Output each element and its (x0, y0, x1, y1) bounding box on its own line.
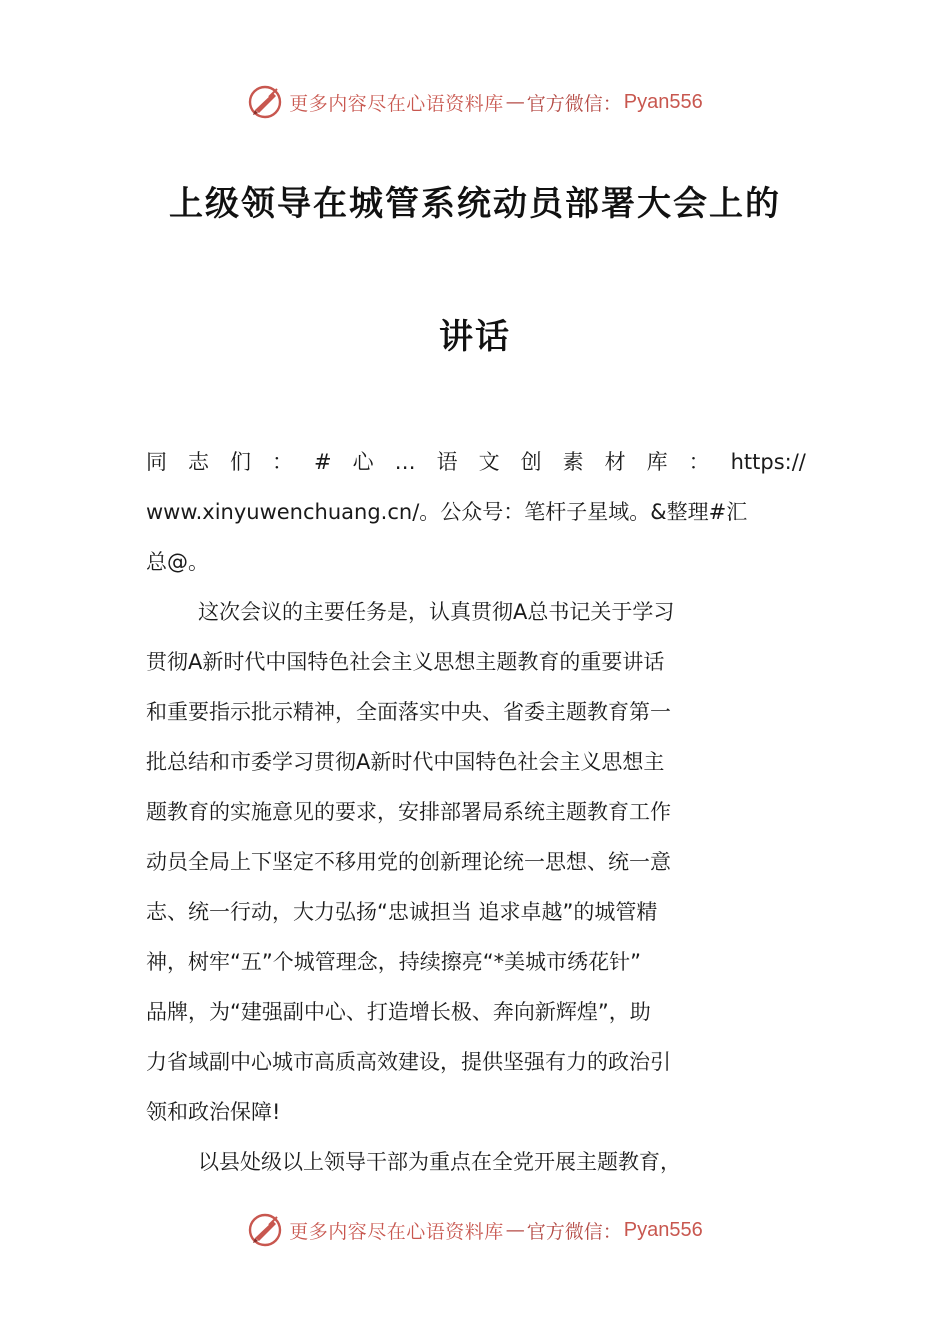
paragraph-1-line: 题教育的实施意见的要求，安排部署局系统主题教育工作 (146, 800, 671, 824)
banner-dash: — (505, 91, 525, 113)
greeting-token: 同 (146, 450, 167, 474)
paragraph-1-line: 贯彻A新时代中国特色社会主义思想主题教育的重要讲话 (146, 650, 665, 674)
page-title-line-1: 上级领导在城管系统动员部署大会上的 (169, 184, 781, 224)
paragraph-1-line: 领和政治保障! (146, 1100, 281, 1124)
banner-wechat-label: 官方微信： (526, 92, 622, 115)
greeting-token: 志 (188, 450, 209, 474)
banner-wechat-id: Pyan556 (623, 90, 703, 113)
paragraph-1-line: 神，树牢“五”个城管理念，持续擦亮“*美城市绣花针” (146, 950, 642, 974)
greeting-token: 材 (604, 450, 626, 474)
greeting-token: ： (688, 450, 710, 474)
greeting-url-prefix: https:// (730, 450, 806, 474)
banner-wechat-label: 官方微信： (526, 1220, 622, 1243)
banner-dash: — (505, 1219, 525, 1241)
paragraph-1-line: 品牌，为“建强副中心、打造增长极、奔向新辉煌”，助 (146, 1000, 651, 1024)
greeting-token: … (394, 450, 416, 474)
footer-watermark-banner (0, 1208, 950, 1252)
greeting-token: 心 (352, 450, 374, 474)
paragraph-1-line: 志、统一行动，大力弘扬“忠诚担当 追求卓越”的城管精 (146, 900, 658, 924)
greeting-token: 们 (230, 450, 251, 474)
greeting-token: 库 (646, 450, 668, 474)
banner-text: 更多内容尽在心语资料库 (289, 1220, 504, 1243)
quill-logo-icon (247, 1212, 283, 1248)
paragraph-1-line: 力省域副中心城市高质高效建设，提供坚强有力的政治引 (146, 1050, 671, 1074)
paragraph-1-line: 动员全局上下坚定不移用党的创新理论统一思想、统一意 (146, 850, 671, 874)
banner-text: 更多内容尽在心语资料库 (289, 92, 504, 115)
header-watermark-banner (0, 80, 950, 124)
greeting-line-2: www.xinyuwenchuang.cn/。公众号：笔杆子星域。&整理#汇 (146, 500, 748, 524)
greeting-token: 文 (478, 450, 500, 474)
greeting-token: 创 (520, 450, 542, 474)
greeting-token: 素 (562, 450, 584, 474)
paragraph-1-line: 和重要指示批示精神，全面落实中央、省委主题教育第一 (146, 700, 671, 724)
banner-wechat-id: Pyan556 (623, 1218, 703, 1241)
greeting-line-1 (146, 442, 806, 482)
page-title-line-2: 讲话 (439, 317, 511, 357)
greeting-line-3: 总@。 (146, 550, 209, 574)
paragraph-1-line: 这次会议的主要任务是，认真贯彻A总书记关于学习 (198, 600, 675, 624)
greeting-token: 语 (436, 450, 458, 474)
greeting-token: ： (272, 450, 293, 474)
quill-logo-icon (247, 84, 283, 120)
paragraph-1-line: 批总结和市委学习贯彻A新时代中国特色社会主义思想主 (146, 750, 665, 774)
paragraph-2-line: 以县处级以上领导干部为重点在全党开展主题教育， (198, 1150, 681, 1174)
greeting-token: # (314, 450, 332, 474)
